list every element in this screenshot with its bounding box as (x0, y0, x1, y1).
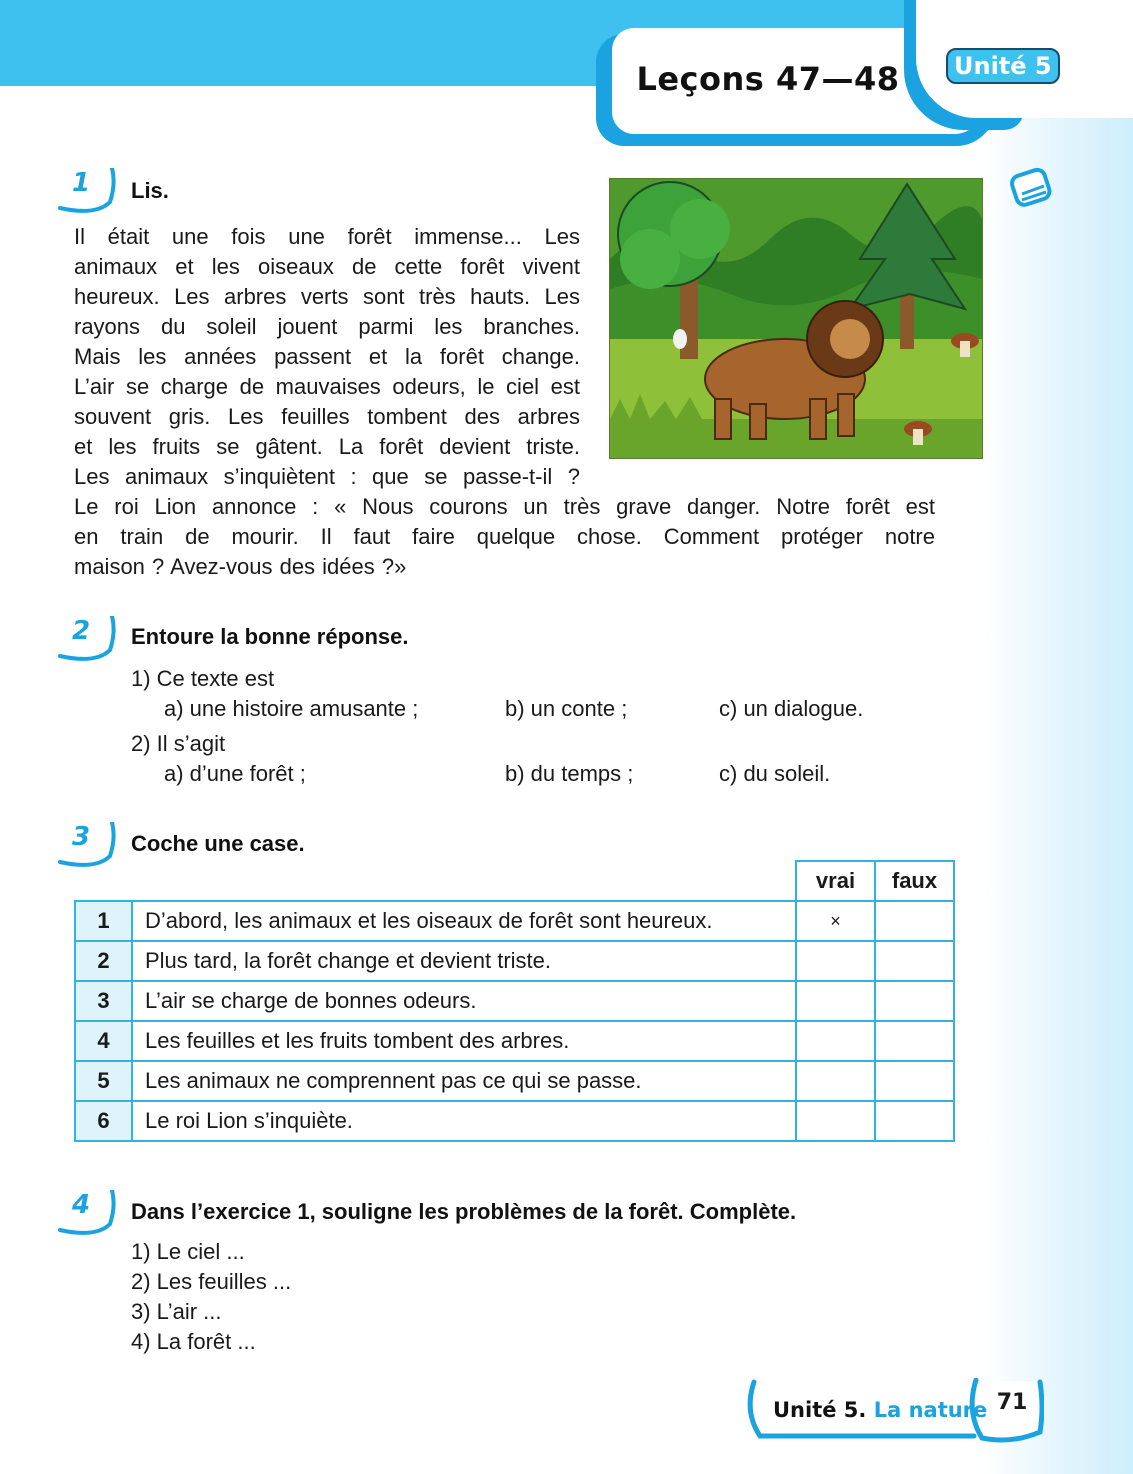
exercise-number-4: 4 (56, 1190, 116, 1240)
column-header-vrai: vrai (796, 861, 875, 901)
table-row (75, 981, 954, 1021)
statement-cell: Les feuilles et les fruits tombent des arbres. (132, 1021, 796, 1061)
column-header-faux: faux (875, 861, 954, 901)
answer-option[interactable]: a) une histoire amusante ; (164, 696, 419, 721)
text-line: Les animaux s’inquiètent : que se passe-t-il ? (74, 464, 580, 489)
text-line: animaux et les oiseaux de cette forêt vivent (74, 254, 580, 279)
footer-unit-label (773, 1398, 987, 1422)
margin-strip (983, 0, 1133, 1474)
completion-item[interactable]: 2) Les feuilles ... (131, 1269, 292, 1294)
unit-badge: Unité 5 (946, 48, 1060, 84)
checkbox-vrai[interactable] (796, 1101, 875, 1141)
checkbox-faux[interactable] (875, 1061, 954, 1101)
checkbox-vrai[interactable] (796, 941, 875, 981)
statement-cell: Les animaux ne comprennent pas ce qui se passe. (132, 1061, 796, 1101)
text-line: Mais les années passent et la forêt change. (74, 344, 580, 369)
text-line: et les fruits se gâtent. La forêt devient triste. (74, 434, 580, 459)
book-icon (1008, 164, 1056, 212)
table-row (75, 1021, 954, 1061)
text-line: rayons du soleil jouent parmi les branches. (74, 314, 580, 339)
answer-option[interactable]: c) du soleil. (719, 761, 831, 786)
exercise-2-instruction: Entoure la bonne réponse. (131, 624, 409, 649)
completion-item[interactable]: 4) La forêt ... (131, 1329, 256, 1354)
table-row (75, 901, 954, 941)
lion-forest-illustration (609, 178, 983, 459)
row-number: 6 (75, 1101, 132, 1141)
table-row (75, 1101, 954, 1141)
text-line: heureux. Les arbres verts sont très hauts. Les (74, 284, 580, 309)
exercise-1-instruction: Lis. (131, 178, 169, 203)
true-false-table (74, 860, 955, 1142)
text-line: souvent gris. Les feuilles tombent des arbres (74, 404, 580, 429)
text-line: L’air se charge de mauvaises odeurs, le ciel est (74, 374, 580, 399)
answer-option[interactable]: b) un conte ; (505, 696, 628, 721)
statement-cell: L’air se charge de bonnes odeurs. (132, 981, 796, 1021)
page-number: 71 (996, 1390, 1028, 1415)
table-header-row (75, 861, 954, 901)
table-row (75, 941, 954, 981)
checkbox-faux[interactable] (875, 901, 954, 941)
text-line: Le roi Lion annonce : « Nous courons un très grave danger. Notre forêt est (74, 494, 935, 519)
exercise-number-3: 3 (56, 822, 116, 872)
completion-item[interactable]: 1) Le ciel ... (131, 1239, 245, 1264)
row-number: 1 (75, 901, 132, 941)
question-stem: 2) Il s’agit (131, 731, 226, 756)
row-number: 4 (75, 1021, 132, 1061)
table-row (75, 1061, 954, 1101)
question-stem: 1) Ce texte est (131, 666, 275, 691)
exercise-number-1: 1 (56, 168, 116, 218)
row-number: 2 (75, 941, 132, 981)
checkbox-vrai[interactable] (796, 981, 875, 1021)
row-number: 5 (75, 1061, 132, 1101)
statement-cell: Le roi Lion s’inquiète. (132, 1101, 796, 1141)
checkbox-faux[interactable] (875, 981, 954, 1021)
statement-cell: D’abord, les animaux et les oiseaux de forêt sont heureux. (132, 901, 796, 941)
answer-option[interactable]: b) du temps ; (505, 761, 634, 786)
exercise-3-instruction: Coche une case. (131, 831, 305, 856)
exercise-number-2: 2 (56, 616, 116, 666)
exercise-4-instruction: Dans l’exercice 1, souligne les problèmes de la forêt. Complète. (131, 1199, 797, 1224)
checkbox-vrai[interactable] (796, 1061, 875, 1101)
text-line: en train de mourir. Il faut faire quelque chose. Comment protéger notre (74, 524, 935, 549)
text-line: maison ? Avez-vous des idées ?» (74, 554, 407, 579)
checkbox-vrai[interactable] (796, 1021, 875, 1061)
answer-option[interactable]: c) un dialogue. (719, 696, 864, 721)
checkbox-faux[interactable] (875, 1021, 954, 1061)
answer-option[interactable]: a) d’une forêt ; (164, 761, 306, 786)
page-title: Leçons 47—48 (636, 60, 900, 98)
footer-unit: Unité 5. (773, 1398, 867, 1422)
checkbox-faux[interactable] (875, 941, 954, 981)
completion-item[interactable]: 3) L’air ... (131, 1299, 222, 1324)
text-line: Il était une fois une forêt immense... Les (74, 224, 580, 249)
row-number: 3 (75, 981, 132, 1021)
footer-topic: La nature (873, 1398, 988, 1422)
checkbox-faux[interactable] (875, 1101, 954, 1141)
checkbox-vrai[interactable]: × (796, 901, 875, 941)
statement-cell: Plus tard, la forêt change et devient triste. (132, 941, 796, 981)
